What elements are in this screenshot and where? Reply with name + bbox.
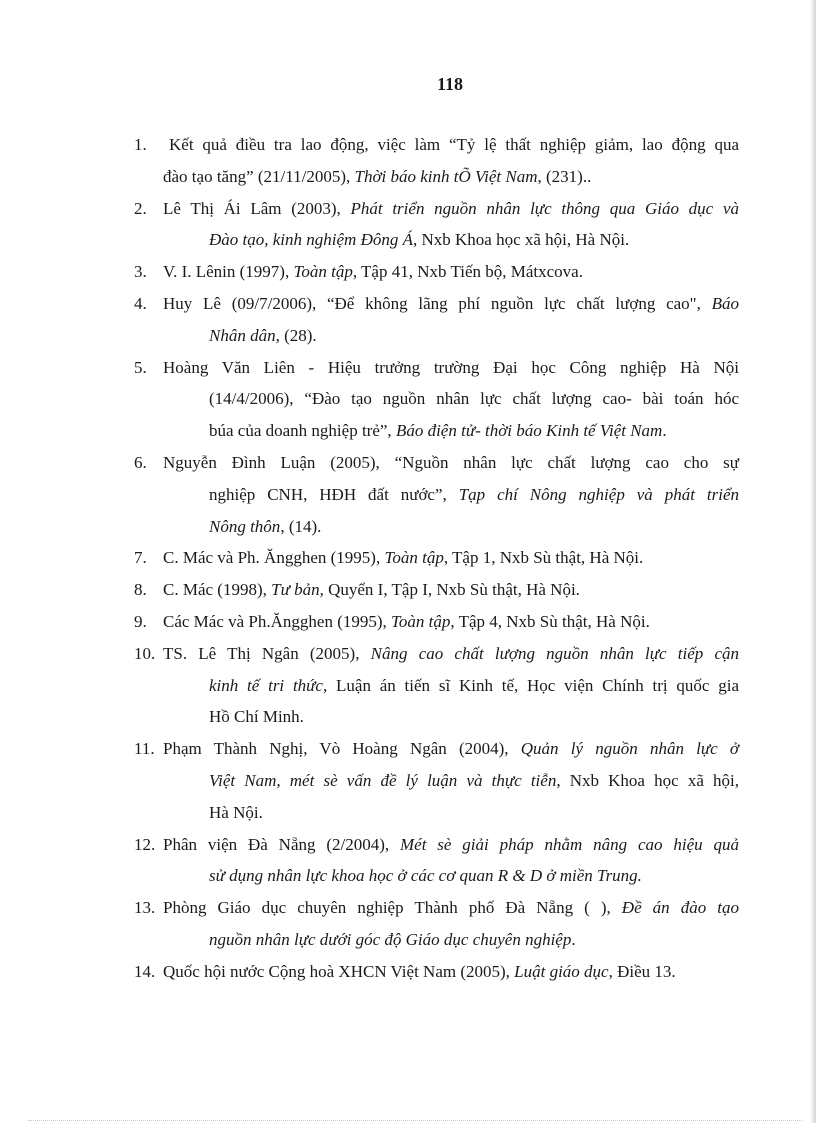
reference-line (163, 415, 739, 447)
reference-text: . (571, 929, 576, 949)
reference-number: 13. (134, 898, 156, 918)
reference-text: , (28). (275, 325, 317, 345)
reference-text: nghiệp CNH, HĐH đất nước”, (209, 484, 459, 504)
reference-text: TS. Lê Thị Ngân (2005), (163, 643, 371, 663)
reference-line (163, 479, 739, 511)
reference-line (163, 320, 739, 352)
reference-italic-text: Tạp chí Nông nghiệp và phát triển (458, 484, 739, 504)
reference-text: , Tập 41, Nxb Tiến bộ, Mátxcova. (352, 262, 583, 282)
reference-number: 3. (134, 262, 147, 282)
reference-text: , Quyển I, Tập I, Nxb Sù thật, Hà Nội. (319, 580, 580, 600)
reference-line (163, 383, 739, 415)
reference-text: , (14). (280, 516, 322, 536)
reference-item (134, 638, 739, 733)
reference-number: 11. (134, 739, 155, 759)
reference-item (134, 193, 739, 257)
reference-item (134, 956, 739, 988)
reference-item (134, 892, 739, 956)
reference-italic-text: Toàn tập (384, 548, 444, 568)
reference-item (134, 574, 739, 606)
reference-number: 5. (134, 357, 147, 377)
reference-italic-text: Đề án đào tạo (621, 898, 739, 918)
reference-item (134, 288, 739, 352)
reference-text: búa của doanh nghiệp trẻ”, (209, 421, 396, 441)
reference-line (163, 892, 739, 924)
reference-text: Lê Thị Ái Lâm (2003), (163, 198, 351, 218)
reference-text: Hoàng Văn Liên - Hiệu trưởng trường Đại học Công nghiệp Hà Nội (163, 357, 739, 377)
reference-number: 7. (134, 548, 147, 568)
reference-text: , (231).. (537, 166, 592, 186)
page-number: 118 (436, 74, 463, 94)
reference-italic-text: nguồn nhân lực dưới góc độ Giáo dục chuyên nghiệp (209, 929, 572, 949)
reference-text: Kết quả điều tra lao động, việc làm “Tỷ lệ thất nghiệp giảm, lao động qua (169, 135, 739, 154)
reference-text: , Nxb Khoa học xã hội, Hà Nội. (412, 230, 630, 250)
reference-text: Huy Lê (09/7/2006), “Để không lãng phí nguồn lực chất lượng cao", (163, 293, 712, 313)
reference-text: , Tập 1, Nxb Sù thật, Hà Nội. (443, 548, 644, 568)
reference-line (163, 352, 739, 384)
reference-text: Quốc hội nước Cộng hoà XHCN Việt Nam (2005), (163, 961, 515, 981)
reference-italic-text: Đào tạo, kinh nghiệm Đông Á (209, 230, 413, 250)
reference-line (163, 860, 739, 892)
reference-italic-text: Nông thôn (209, 516, 281, 536)
reference-number: 9. (134, 611, 147, 631)
reference-italic-text: Báo (711, 293, 739, 313)
reference-italic-text: Phát triển nguồn nhân lực thông qua Giáo dục và (350, 198, 739, 218)
reference-number: 14. (134, 961, 156, 981)
reference-line (163, 542, 739, 574)
reference-line (163, 447, 739, 479)
reference-line (163, 224, 739, 256)
reference-line (163, 924, 739, 956)
reference-italic-text: Nâng cao chất lượng nguồn nhân lực tiếp cận (370, 643, 739, 663)
reference-line (163, 256, 739, 288)
reference-item (134, 447, 739, 542)
reference-number: 10. (134, 643, 156, 663)
reference-line (163, 161, 739, 193)
reference-line (163, 288, 739, 320)
reference-text: Hà Nội. (209, 802, 263, 822)
reference-text: Phạm Thành Nghị, Vò Hoàng Ngân (2004), (163, 739, 521, 759)
reference-line (163, 797, 739, 829)
reference-line (163, 574, 739, 606)
reference-text: Hồ Chí Minh. (209, 707, 304, 727)
reference-line (163, 765, 739, 797)
reference-item (134, 606, 739, 638)
reference-item (134, 256, 739, 288)
reference-line (163, 129, 739, 161)
reference-text: Các Mác và Ph.Ăngghen (1995), (163, 611, 392, 631)
reference-text: , Điều 13. (608, 961, 676, 981)
reference-text: C. Mác và Ph. Ăngghen (1995), (163, 548, 385, 568)
reference-italic-text: sử dụng nhân lực khoa học ở các cơ quan R & D ở miền Trung. (209, 866, 642, 886)
reference-italic-text: Mét sè giải pháp nhằm nâng cao hiệu quả (400, 834, 739, 854)
reference-italic-text: Tư bản (271, 580, 320, 600)
reference-italic-text: Thời báo kinh tÕ Việt Nam (354, 166, 538, 186)
reference-italic-text: Quản lý nguồn nhân lực ở (520, 739, 739, 759)
reference-number: 8. (134, 580, 147, 600)
reference-item (134, 542, 739, 574)
reference-italic-text: Nhân dân (209, 325, 276, 345)
reference-list (134, 129, 739, 988)
reference-number: 12. (134, 834, 156, 854)
reference-text: V. I. Lênin (1997), (163, 262, 294, 282)
reference-text: Phòng Giáo dục chuyên nghiệp Thành phố Đà Nẵng ( ), (163, 898, 622, 918)
reference-text: Nguyễn Đình Luận (2005), “Nguồn nhân lực chất lượng cao cho sự (163, 452, 739, 472)
page-edge-shadow (810, 0, 816, 1123)
page-bottom-border (28, 1120, 802, 1121)
reference-text: đào tạo tăng” (21/11/2005), (163, 166, 355, 186)
reference-italic-text: Toàn tập (391, 611, 451, 631)
reference-text: , Luận án tiến sĩ Kinh tế, Học viện Chính trị quốc gia (322, 675, 739, 695)
reference-text: , Tập 4, Nxb Sù thật, Hà Nội. (450, 611, 650, 631)
reference-text: , Nxb Khoa học xã hội, (556, 770, 739, 790)
reference-line (163, 638, 739, 670)
reference-item (134, 352, 739, 447)
reference-italic-text: kinh tế tri thức (209, 675, 323, 695)
reference-item (134, 129, 739, 193)
reference-italic-text: Toàn tập (293, 262, 353, 282)
reference-line (163, 193, 739, 225)
reference-italic-text: Việt Nam, mét sè vấn đề lý luận và thực tiễn (209, 770, 557, 790)
reference-italic-text: Luật giáo dục (514, 961, 609, 981)
reference-line (163, 701, 739, 733)
reference-text: C. Mác (1998), (163, 580, 272, 600)
reference-italic-text: Báo điện tử- thời báo Kinh tế Việt Nam (395, 421, 663, 441)
reference-line (163, 670, 739, 702)
reference-text: Phân viện Đà Nẵng (2/2004), (163, 834, 400, 854)
reference-line (163, 956, 739, 988)
reference-number: 4. (134, 293, 147, 313)
reference-item (134, 829, 739, 893)
reference-line (163, 511, 739, 543)
reference-number: 1. (134, 135, 147, 154)
reference-number: 6. (134, 452, 147, 472)
reference-number: 2. (134, 198, 147, 218)
reference-line (163, 606, 739, 638)
reference-line (163, 733, 739, 765)
reference-line (163, 829, 739, 861)
reference-text: . (662, 421, 667, 441)
reference-item (134, 733, 739, 828)
reference-text: (14/4/2006), “Đào tạo nguồn nhân lực chất lượng cao- bài toán hóc (209, 389, 739, 409)
